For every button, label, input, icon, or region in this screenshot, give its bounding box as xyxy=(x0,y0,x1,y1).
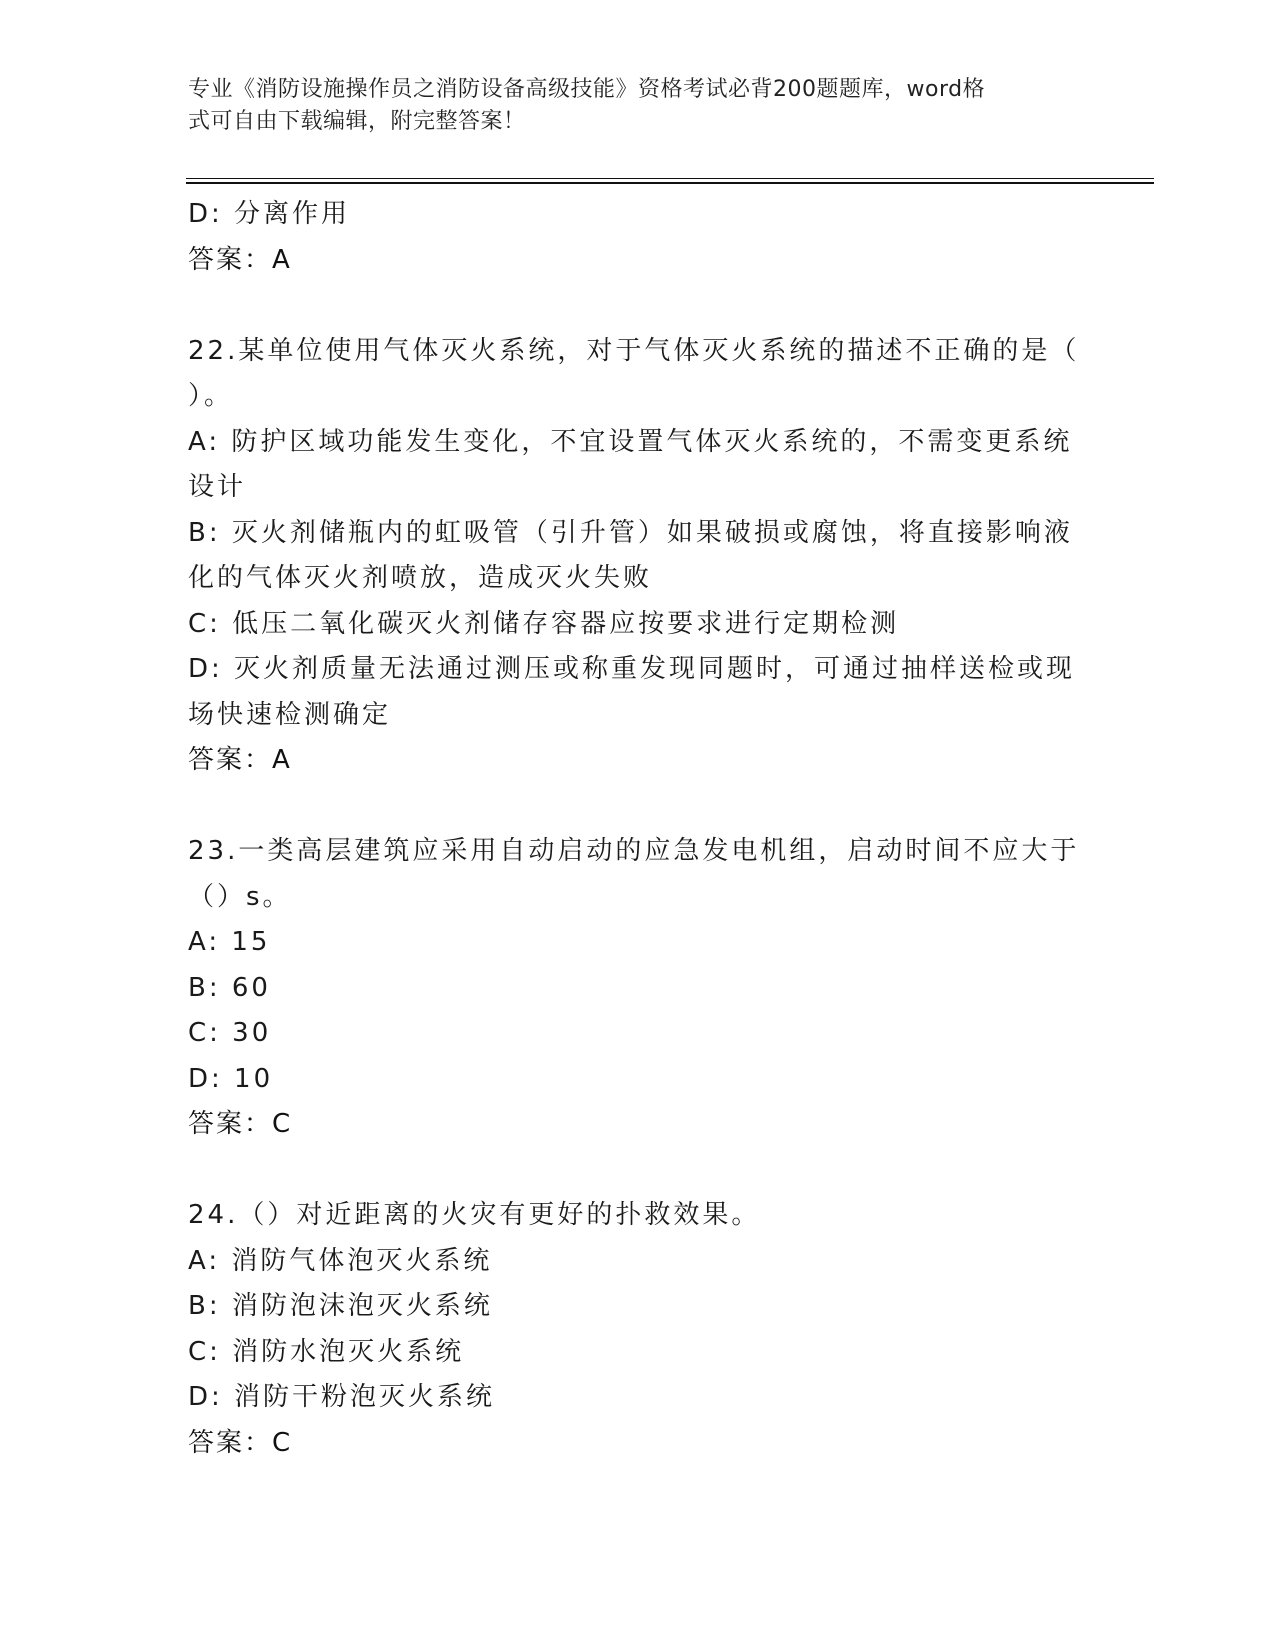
spacer xyxy=(188,1148,1088,1194)
header-line-1: 专业《消防设施操作员之消防设备高级技能》资格考试必背200题题库，word格 xyxy=(188,77,986,102)
question-22-stem-line-2: ）。 xyxy=(188,381,234,411)
question-22-option-b-line-1: B: 灭火剂储瓶内的虹吸管（引升管）如果破损或腐蚀，将直接影响液 xyxy=(188,517,1073,548)
question-24-option-b: B: 消防泡沫泡灭火系统 xyxy=(188,1291,493,1321)
question-23 xyxy=(188,829,1088,1148)
question-24-option-a: A: 消防气体泡灭火系统 xyxy=(188,1245,493,1276)
question-22-option-a-line-1: A: 防护区域功能发生变化，不宜设置气体灭火系统的，不需变更系统 xyxy=(188,426,1073,457)
question-23-answer: 答案：C xyxy=(188,1109,293,1139)
header-divider-thin xyxy=(186,178,1154,179)
question-24-option-d: D: 消防干粉泡灭火系统 xyxy=(188,1382,496,1412)
question-24-stem: 24.（）对近距离的火灾有更好的扑救效果。 xyxy=(188,1200,761,1230)
question-23-stem-line-2: （）s。 xyxy=(188,881,292,912)
question-22-option-d-line-1: D: 灭火剂质量无法通过测压或称重发现同题时，可通过抽样送检或现 xyxy=(188,654,1076,684)
question-22-option-b-line-2: 化的气体灭火剂喷放，造成灭火失败 xyxy=(188,563,653,593)
prev-option-d: D: 分离作用 xyxy=(188,199,351,229)
question-22-stem-line-1: 22.某单位使用气体灭火系统，对于气体灭火系统的描述不正确的是（ xyxy=(188,335,1080,366)
question-24-option-c: C: 消防水泡灭火系统 xyxy=(188,1336,465,1367)
question-22-option-a-line-2: 设计 xyxy=(188,472,247,502)
question-23-option-b: B: 60 xyxy=(188,972,271,1003)
document-header xyxy=(188,74,1068,138)
question-22-option-d-line-2: 场快速检测确定 xyxy=(188,699,392,730)
spacer xyxy=(188,283,1088,329)
header-line-2: 式可自由下载编辑，附完整答案！ xyxy=(188,109,526,134)
question-23-option-c: C: 30 xyxy=(188,1018,272,1048)
question-24-answer: 答案：C xyxy=(188,1427,293,1458)
question-23-option-d: D: 10 xyxy=(188,1063,274,1094)
spacer xyxy=(188,784,1088,830)
header-divider-thick xyxy=(186,182,1154,184)
question-22-option-c: C: 低压二氧化碳灭火剂储存容器应按要求进行定期检测 xyxy=(188,608,900,639)
question-22 xyxy=(188,329,1088,784)
question-content xyxy=(188,192,1088,1466)
question-23-option-a: A: 15 xyxy=(188,927,271,957)
question-23-stem-line-1: 23.一类高层建筑应采用自动启动的应急发电机组，启动时间不应大于 xyxy=(188,836,1080,866)
question-22-answer: 答案：A xyxy=(188,745,292,775)
prev-answer: 答案：A xyxy=(188,244,292,275)
question-24 xyxy=(188,1193,1088,1466)
